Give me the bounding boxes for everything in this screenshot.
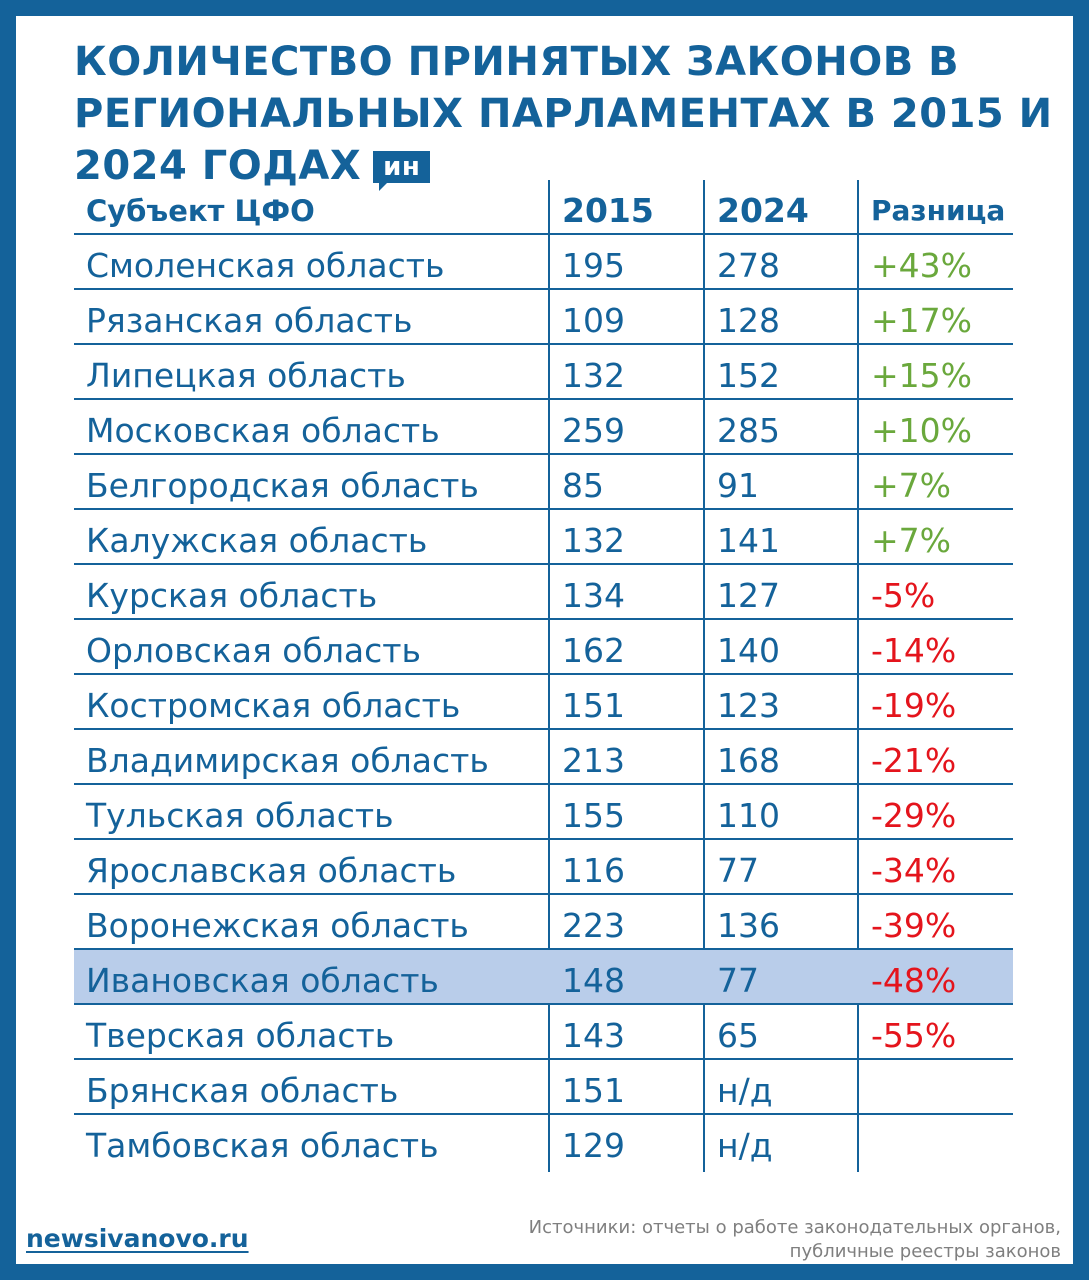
cell-2015: 148	[562, 961, 625, 1000]
cell-2024: 110	[717, 796, 780, 835]
cell-region: Воронежская область	[86, 906, 469, 945]
cell-2024: 127	[717, 576, 780, 615]
cell-difference: -48%	[871, 961, 957, 1000]
cell-difference: +15%	[871, 356, 972, 395]
cell-2015: 155	[562, 796, 625, 835]
cell-2015: 195	[562, 246, 625, 285]
cell-2024: 77	[717, 961, 759, 1000]
cell-2015: 116	[562, 851, 625, 890]
cell-2015: 151	[562, 686, 625, 725]
title-text: КОЛИЧЕСТВО ПРИНЯТЫХ ЗАКОНОВ В РЕГИОНАЛЬНЫХ ПАРЛАМЕНТАХ В 2015 И 2024 ГОДАХ	[74, 39, 1053, 189]
cell-region: Тульская область	[86, 796, 394, 835]
brand-logo-badge: ин	[373, 151, 430, 183]
cell-2015: 151	[562, 1071, 625, 1110]
cell-difference: +43%	[871, 246, 972, 285]
cell-region: Костромская область	[86, 686, 461, 725]
table-row	[74, 455, 1013, 510]
table-row	[74, 235, 1013, 290]
header-region: Субъект ЦФО	[86, 194, 315, 228]
cell-region: Московская область	[86, 411, 440, 450]
cell-2024: 91	[717, 466, 759, 505]
table-row	[74, 1005, 1013, 1060]
cell-difference: +10%	[871, 411, 972, 450]
laws-table	[74, 180, 1013, 1168]
cell-2024: 140	[717, 631, 780, 670]
cell-region: Курская область	[86, 576, 378, 615]
cell-2024: 168	[717, 741, 780, 780]
cell-difference: -55%	[871, 1016, 957, 1055]
site-link[interactable]: newsivanovo.ru	[26, 1224, 249, 1253]
cell-2015: 143	[562, 1016, 625, 1055]
table-row	[74, 730, 1013, 785]
header-difference: Разница	[871, 194, 1006, 227]
table-row	[74, 345, 1013, 400]
cell-difference: -21%	[871, 741, 957, 780]
cell-region: Липецкая область	[86, 356, 406, 395]
cell-2015: 134	[562, 576, 625, 615]
cell-2024: н/д	[717, 1126, 773, 1165]
cell-2015: 109	[562, 301, 625, 340]
cell-difference: -34%	[871, 851, 957, 890]
cell-2024: 77	[717, 851, 759, 890]
cell-region: Ивановская область	[86, 961, 439, 1000]
header-2015: 2015	[562, 191, 654, 230]
cell-region: Орловская область	[86, 631, 421, 670]
table-row	[74, 510, 1013, 565]
table-row	[74, 1060, 1013, 1115]
table-header-row	[74, 180, 1013, 235]
cell-region: Калужская область	[86, 521, 428, 560]
cell-2015: 85	[562, 466, 604, 505]
cell-region: Тамбовская область	[86, 1126, 439, 1165]
cell-2015: 132	[562, 356, 625, 395]
table-row	[74, 565, 1013, 620]
cell-region: Тверская область	[86, 1016, 395, 1055]
cell-region: Рязанская область	[86, 301, 413, 340]
cell-difference: -39%	[871, 906, 957, 945]
cell-difference: +17%	[871, 301, 972, 340]
cell-2015: 162	[562, 631, 625, 670]
table-row	[74, 1115, 1013, 1168]
cell-2024: 128	[717, 301, 780, 340]
cell-2024: 136	[717, 906, 780, 945]
table-row	[74, 675, 1013, 730]
cell-difference: -14%	[871, 631, 957, 670]
cell-2024: 141	[717, 521, 780, 560]
sources-note	[461, 1216, 1061, 1264]
cell-difference: -5%	[871, 576, 936, 615]
table-row	[74, 620, 1013, 675]
cell-2015: 223	[562, 906, 625, 945]
table-row	[74, 895, 1013, 950]
cell-difference: -19%	[871, 686, 957, 725]
cell-difference: +7%	[871, 521, 952, 560]
sources-line-1: Источники: отчеты о работе законодательных органов,	[528, 1217, 1061, 1238]
cell-2024: н/д	[717, 1071, 773, 1110]
table-row	[74, 840, 1013, 895]
infographic-card	[16, 16, 1073, 1264]
cell-region: Белгородская область	[86, 466, 479, 505]
cell-2024: 278	[717, 246, 780, 285]
cell-difference: +7%	[871, 466, 952, 505]
cell-region: Смоленская область	[86, 246, 445, 285]
cell-2024: 123	[717, 686, 780, 725]
cell-region: Ярославская область	[86, 851, 457, 890]
cell-region: Брянская область	[86, 1071, 399, 1110]
cell-2015: 132	[562, 521, 625, 560]
table-row-highlighted	[74, 950, 1013, 1005]
header-2024: 2024	[717, 191, 809, 230]
page-title	[74, 36, 1054, 192]
cell-2015: 129	[562, 1126, 625, 1165]
sources-line-2: публичные реестры законов	[789, 1241, 1061, 1262]
table-row	[74, 785, 1013, 840]
cell-2024: 152	[717, 356, 780, 395]
cell-2015: 259	[562, 411, 625, 450]
cell-2024: 285	[717, 411, 780, 450]
cell-region: Владимирская область	[86, 741, 489, 780]
table-row	[74, 400, 1013, 455]
cell-2015: 213	[562, 741, 625, 780]
cell-difference: -29%	[871, 796, 957, 835]
cell-2024: 65	[717, 1016, 759, 1055]
table-row	[74, 290, 1013, 345]
